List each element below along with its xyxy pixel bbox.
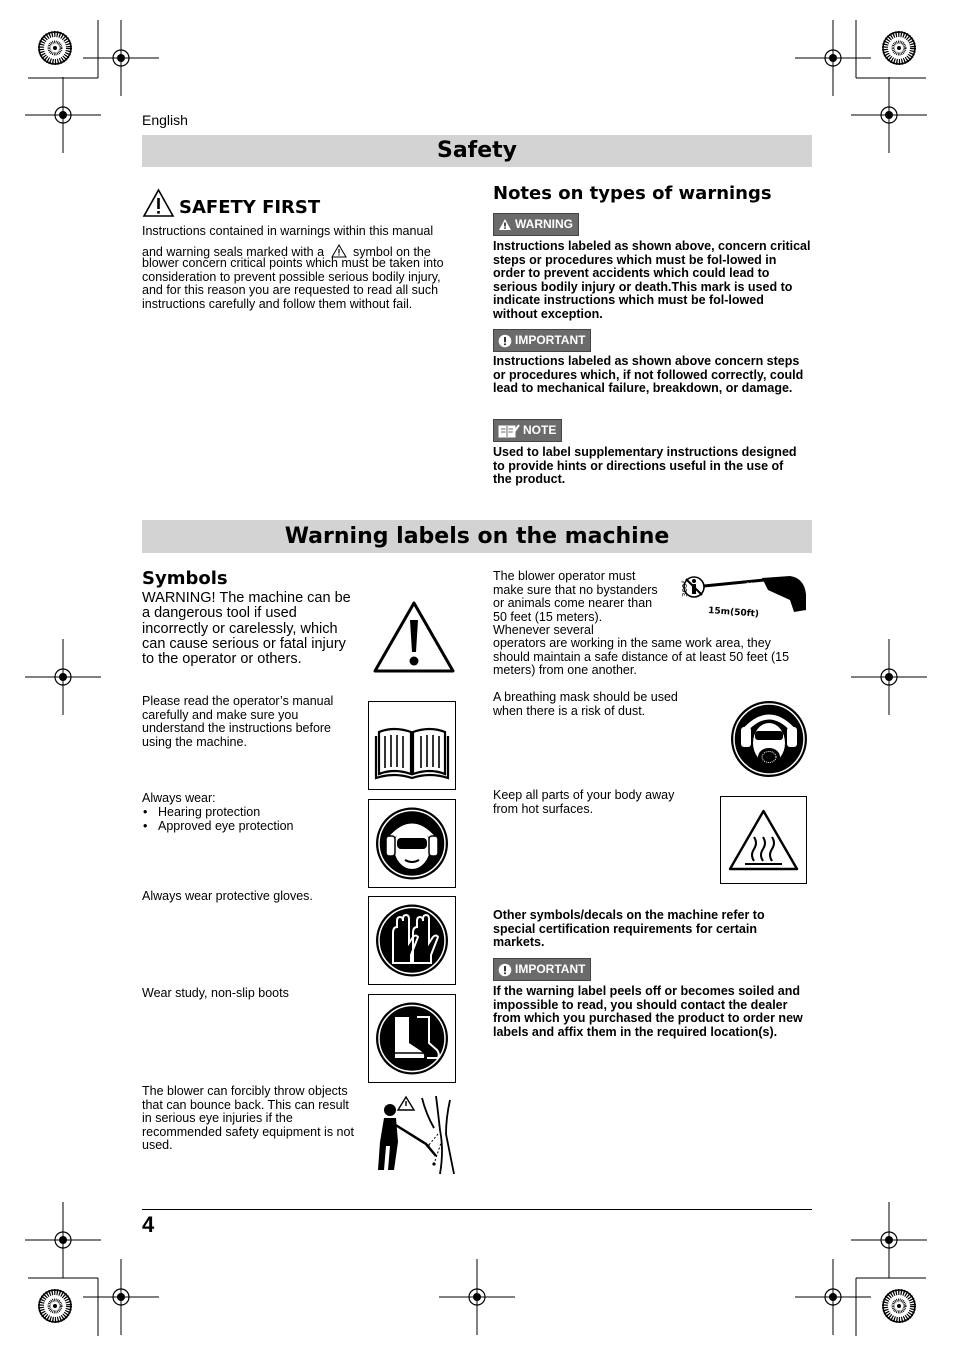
notebook-pencil-icon bbox=[498, 424, 520, 438]
list-item: • Approved eye protection bbox=[142, 820, 352, 834]
exclamation-circle-icon bbox=[498, 963, 512, 977]
read-manual-decal bbox=[368, 701, 456, 790]
thrown-objects-icon bbox=[366, 1094, 458, 1176]
hot-surface-text: Keep all parts of your body away from hot surfaces. bbox=[493, 788, 675, 816]
breathing-mask-text: A breathing mask should be used when there is a risk of dust. bbox=[493, 690, 678, 718]
symbols-warning-text: WARNING! The machine can be a dangerous tool if used incorrectly or carelessly, which can cause serious or fatal injury to the operator or others. bbox=[142, 590, 351, 668]
boots-text: Wear study, non-slip boots bbox=[142, 986, 289, 1000]
safe-distance-text-a: The blower operator must make sure that no bystanders or animals come nearer than 50 feet (15 meters). Whenever several bbox=[493, 569, 658, 637]
read-manual-text: Please read the operator’s manual carefully and make sure you understand the instructions before using the machine. bbox=[142, 694, 334, 749]
warning-tag: WARNING bbox=[493, 213, 579, 236]
safety-first-heading: SAFETY FIRST bbox=[142, 188, 320, 218]
svg-text:360°: 360° bbox=[681, 580, 689, 597]
important-tag: IMPORTANT bbox=[493, 329, 591, 352]
warning-triangle-icon bbox=[498, 218, 512, 231]
notes-heading: Notes on types of warnings bbox=[493, 183, 772, 204]
breathing-mask-icon bbox=[729, 699, 809, 779]
safety-boots-icon bbox=[369, 995, 455, 1082]
wear-list bbox=[142, 806, 352, 833]
ear-eye-protection-decal bbox=[368, 799, 456, 888]
safety-first-line2: and warning seals marked with a symbol on the bbox=[142, 245, 431, 259]
note-description: Used to label supplementary instructions designed to provide hints or directions useful in the use of the product. bbox=[493, 445, 797, 486]
svg-text:15m(50ft): 15m(50ft) bbox=[707, 606, 760, 620]
open-book-icon bbox=[369, 702, 455, 789]
general-warning-icon bbox=[372, 600, 456, 674]
warning-triangle-icon bbox=[142, 188, 175, 218]
thrown-objects-text: The blower can forcibly throw objects that can bounce back. This can result in serious eye injuries if the recommended safety equipment is not used. bbox=[142, 1084, 354, 1152]
important-description: Instructions labeled as shown above concern steps or procedures which, if not followed correctly, could lead to mechanical failure, breakdown, or damage. bbox=[493, 354, 804, 395]
warning-labels-banner: Warning labels on the machine bbox=[142, 520, 812, 553]
safety-first-line1: Instructions contained in warnings within this manual bbox=[142, 224, 434, 238]
language-label: English bbox=[142, 112, 188, 128]
list-item: • Hearing protection bbox=[142, 806, 352, 820]
other-symbols-text: Other symbols/decals on the machine refer to special certification requirements for certain markets. bbox=[493, 908, 765, 949]
footer-rule bbox=[142, 1209, 812, 1210]
safe-distance-text-b: operators are working in the same work area, they should maintain a safe distance of at least 50 feet (15 meters) from one another. bbox=[493, 636, 790, 677]
hot-surface-icon bbox=[721, 797, 806, 883]
safety-first-body: blower concern critical points which must be taken into consideration to prevent possible serious bodily injury, and for this reason you are requested to read all such instructions carefully and follow them without fail. bbox=[142, 256, 444, 311]
warning-description: Instructions labeled as shown above, concern critical steps or procedures which must be fol-lowed in order to prevent accidents which could lead to serious bodily injury or death.This mark is used to indicate instructions which must be fol-lowed without exception. bbox=[493, 239, 811, 321]
protective-gloves-icon bbox=[369, 897, 455, 984]
ear-eye-protection-icon bbox=[369, 800, 455, 887]
boots-decal bbox=[368, 994, 456, 1083]
hot-surface-decal bbox=[720, 796, 807, 884]
gloves-text: Always wear protective gloves. bbox=[142, 889, 313, 903]
page-number: 4 bbox=[142, 1212, 155, 1237]
safety-banner: Safety bbox=[142, 135, 812, 167]
exclamation-circle-icon bbox=[498, 334, 512, 348]
note-tag: NOTE bbox=[493, 419, 562, 442]
symbols-heading: Symbols bbox=[142, 568, 228, 589]
always-wear-label: Always wear: bbox=[142, 791, 216, 805]
svg-text:ea: ea bbox=[746, 581, 754, 588]
label-peel-text: If the warning label peels off or becomes soiled and impossible to read, you should contact the dealer from which you purchased the product to order new labels and affix them in the required location(s). bbox=[493, 984, 803, 1039]
important-tag-2: IMPORTANT bbox=[493, 958, 591, 981]
safe-distance-icon bbox=[672, 572, 810, 622]
gloves-decal bbox=[368, 896, 456, 985]
